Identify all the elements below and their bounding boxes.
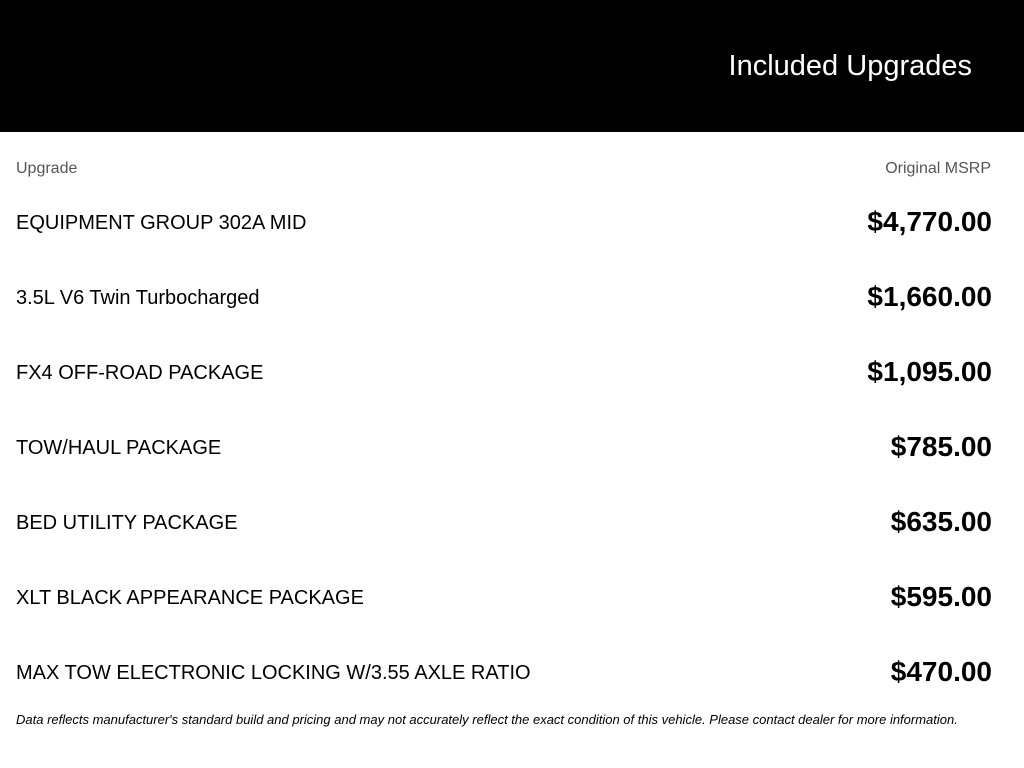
upgrade-name: FX4 OFF-ROAD PACKAGE bbox=[16, 362, 264, 384]
column-header-msrp: Original MSRP bbox=[885, 160, 991, 177]
upgrade-price: $595.00 bbox=[890, 581, 992, 612]
list-item bbox=[16, 185, 992, 260]
upgrade-name: EQUIPMENT GROUP 302A MID bbox=[16, 212, 307, 234]
list-item bbox=[16, 410, 992, 485]
upgrade-name: XLT BLACK APPEARANCE PACKAGE bbox=[16, 587, 364, 609]
list-item bbox=[16, 485, 992, 560]
column-header-upgrade: Upgrade bbox=[16, 160, 78, 177]
upgrade-price: $470.00 bbox=[890, 656, 992, 687]
upgrade-price: $1,660.00 bbox=[867, 281, 992, 312]
column-headers bbox=[16, 160, 992, 180]
upgrade-price: $635.00 bbox=[890, 506, 992, 537]
list-item bbox=[16, 335, 992, 410]
page-title: Included Upgrades bbox=[728, 50, 972, 82]
upgrade-name: MAX TOW ELECTRONIC LOCKING W/3.55 AXLE RATIO bbox=[16, 662, 531, 684]
list-item bbox=[16, 560, 992, 635]
list-item bbox=[16, 635, 992, 710]
upgrade-name: 3.5L V6 Twin Turbocharged bbox=[16, 287, 260, 309]
upgrade-price: $4,770.00 bbox=[867, 206, 992, 237]
disclaimer-text: Data reflects manufacturer's standard build and pricing and may not accurately reflect the exact condition of this vehicle. Please contact dealer for more information. bbox=[16, 712, 958, 727]
upgrade-price: $1,095.00 bbox=[867, 356, 992, 387]
upgrade-price: $785.00 bbox=[890, 431, 992, 462]
upgrade-name: TOW/HAUL PACKAGE bbox=[16, 437, 222, 459]
upgrade-list bbox=[16, 185, 992, 710]
upgrade-name: BED UTILITY PACKAGE bbox=[16, 512, 238, 534]
header-banner bbox=[0, 0, 1024, 132]
list-item bbox=[16, 260, 992, 335]
